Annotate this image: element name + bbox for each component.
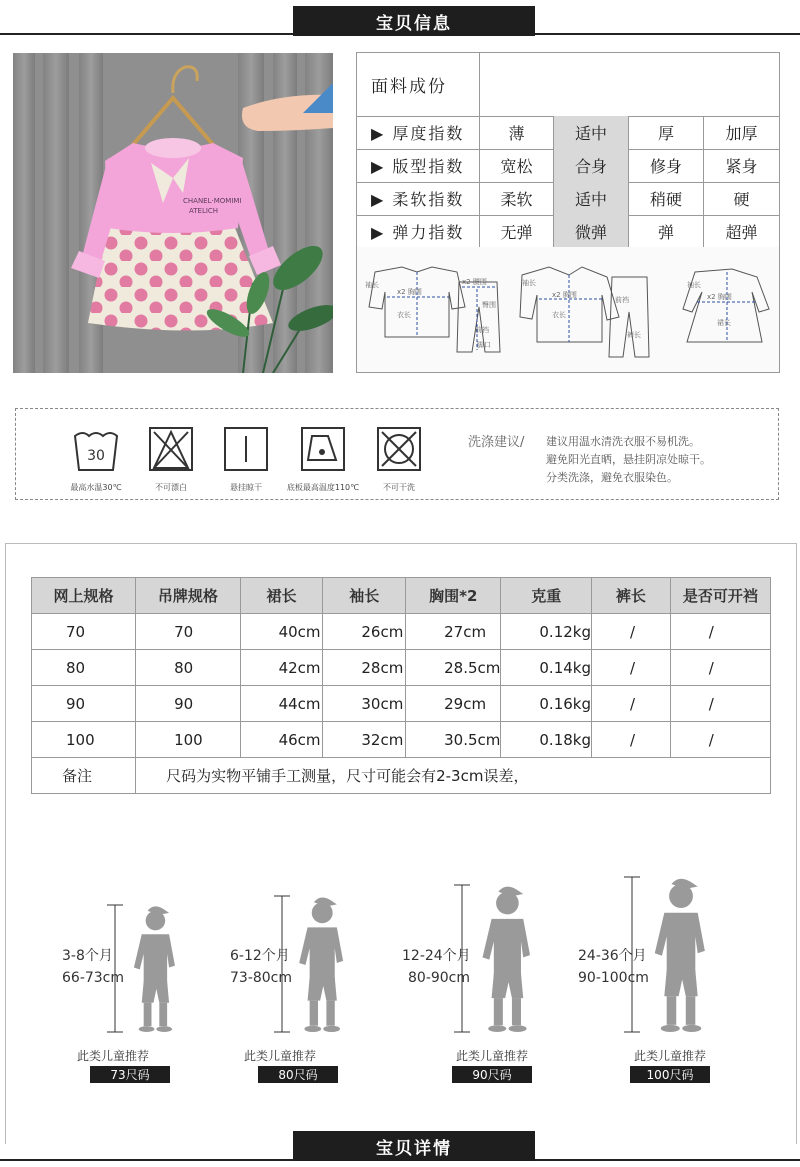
size-column-header: 裙长: [240, 578, 323, 614]
fabric-index-row: [357, 182, 779, 216]
size-cell: 40cm: [240, 614, 323, 650]
fabric-option: 合身: [554, 149, 629, 182]
measurement-diagrams: [356, 247, 780, 373]
product-photo: [13, 53, 333, 373]
size-cell: 28cm: [323, 650, 406, 686]
size-cell: /: [670, 614, 770, 650]
size-cell: 29cm: [406, 686, 501, 722]
fabric-option: 微弹: [554, 215, 629, 248]
size-cell: 30.5cm: [406, 722, 501, 758]
wash-caption: 不可漂白: [155, 483, 187, 492]
svg-text:衣长: 衣长: [397, 311, 411, 319]
size-cell: 30cm: [323, 686, 406, 722]
fabric-option: 宽松: [480, 149, 554, 182]
size-cell: 80: [32, 650, 136, 686]
age-range-label: 12-24个月: [402, 948, 471, 964]
iron-110-icon: [298, 424, 348, 474]
svg-text:袖长: 袖长: [522, 279, 536, 287]
fabric-option: 稍硬: [629, 182, 704, 215]
size-cell: /: [592, 686, 671, 722]
size-cell: /: [592, 722, 671, 758]
wash-advice-line: 分类洗涤，避免衣服染色。: [546, 471, 678, 484]
size-column-header: 裤长: [592, 578, 671, 614]
no-dry-clean-icon: [374, 424, 424, 474]
size-cell: 0.18kg: [501, 722, 592, 758]
size-table-header: [32, 578, 771, 614]
shirt-print-1: CHANEL·MOMIMI: [183, 197, 242, 205]
svg-text:前裆: 前裆: [615, 296, 629, 304]
svg-text:裙长: 裙长: [717, 319, 731, 327]
size-cell: /: [670, 722, 770, 758]
svg-text:衣长: 衣长: [552, 311, 566, 319]
table-row: [32, 722, 771, 758]
fabric-index-row: [357, 116, 779, 150]
svg-text:x2 胸围: x2 胸围: [707, 293, 732, 301]
wash-advice-title: 洗涤建议/: [468, 435, 525, 450]
table-row: [32, 650, 771, 686]
age-range-label: 6-12个月: [230, 948, 290, 964]
size-badge: 73尺码: [90, 1066, 170, 1083]
fabric-composition-label: 面料成份: [357, 53, 480, 116]
size-badge: 90尺码: [452, 1066, 532, 1083]
svg-text:脚口: 脚口: [477, 341, 491, 349]
fabric-option: 硬: [733, 190, 750, 209]
svg-text:30: 30: [87, 448, 105, 464]
size-cell: 0.16kg: [501, 686, 592, 722]
fabric-option: 适中: [554, 182, 629, 215]
size-cell: 32cm: [323, 722, 406, 758]
svg-text:袖长: 袖长: [687, 281, 701, 289]
size-cell: 90: [32, 686, 136, 722]
size-cell: 42cm: [240, 650, 323, 686]
size-cell: 70: [136, 614, 241, 650]
table-row: [32, 686, 771, 722]
remark-row: [32, 758, 771, 794]
svg-text:裤长: 裤长: [627, 331, 641, 339]
shirt-print-2: ATELICH: [189, 207, 219, 215]
size-cell: 80: [136, 650, 241, 686]
fabric-option: 无弹: [480, 215, 554, 248]
size-table: [31, 577, 771, 794]
fabric-option: 弹: [629, 215, 704, 248]
size-cell: 46cm: [240, 722, 323, 758]
no-bleach-icon: [146, 424, 196, 474]
child-silhouette: [107, 903, 197, 1034]
fabric-option: 超弹: [725, 223, 758, 242]
fabric-option: 厚: [629, 116, 704, 149]
size-badge: 80尺码: [258, 1066, 338, 1083]
size-cell: /: [670, 650, 770, 686]
size-cell: 100: [32, 722, 136, 758]
fabric-option: 适中: [554, 116, 629, 149]
fabric-index-label: ▶ 弹力指数: [357, 215, 480, 248]
svg-text:x2 腰围: x2 腰围: [462, 278, 487, 286]
size-column-header: 是否可开裆: [670, 578, 770, 614]
fabric-index-row: [357, 149, 779, 183]
size-cell: /: [670, 686, 770, 722]
wash-instructions: [15, 408, 779, 500]
section-header-details: 宝贝详情: [293, 1131, 535, 1161]
table-row: [32, 614, 771, 650]
wash-caption: 悬挂晾干: [230, 483, 262, 492]
size-cell: /: [592, 614, 671, 650]
fabric-option: 薄: [480, 116, 554, 149]
size-cell: 27cm: [406, 614, 501, 650]
size-cell: /: [592, 650, 671, 686]
size-cell: 100: [136, 722, 241, 758]
fabric-index-row: [357, 215, 779, 249]
recommend-label: 此类儿童推荐: [455, 1049, 528, 1063]
size-badge: 100尺码: [630, 1066, 710, 1083]
size-cell: 70: [32, 614, 136, 650]
fabric-composition-row: [357, 53, 779, 117]
height-range-label: 66-73cm: [62, 970, 125, 986]
recommend-label: 此类儿童推荐: [243, 1049, 316, 1063]
svg-text:x2 胸围: x2 胸围: [397, 288, 422, 296]
size-cell: 0.14kg: [501, 650, 592, 686]
svg-text:前裆: 前裆: [475, 326, 489, 334]
wash-caption: 最高水温30℃: [70, 483, 122, 492]
size-column-header: 克重: [501, 578, 592, 614]
hang-dry-icon: [221, 424, 271, 474]
size-column-header: 袖长: [323, 578, 406, 614]
height-range-label: 90-100cm: [578, 970, 649, 986]
wash-caption: 底板最高温度110℃: [286, 483, 360, 492]
wash-caption: 不可干洗: [383, 483, 415, 492]
fabric-option: 修身: [629, 149, 704, 182]
size-column-header: 网上规格: [32, 578, 136, 614]
wash-advice-line: 建议用温水清洗衣服不易机洗。: [546, 435, 700, 448]
svg-text:x2 胸围: x2 胸围: [552, 291, 577, 299]
fabric-option: 紧身: [725, 157, 758, 176]
section-header-info: 宝贝信息: [293, 6, 535, 36]
size-cell: 28.5cm: [406, 650, 501, 686]
age-range-label: 3-8个月: [62, 948, 113, 964]
remark-label: 备注: [32, 758, 136, 794]
fabric-index-label: ▶ 版型指数: [357, 149, 480, 182]
svg-text:臀围: 臀围: [482, 301, 496, 309]
fabric-option: 柔软: [480, 182, 554, 215]
remark-text: 尺码为实物平铺手工测量，尺寸可能会有2-3cm误差，: [136, 758, 771, 794]
height-range-label: 80-90cm: [408, 970, 471, 986]
age-range-label: 24-36个月: [578, 948, 647, 964]
fabric-option: 加厚: [725, 124, 758, 143]
recommend-label: 此类儿童推荐: [76, 1049, 149, 1063]
recommend-label: 此类儿童推荐: [633, 1049, 706, 1063]
size-cell: 0.12kg: [501, 614, 592, 650]
fabric-index-label: ▶ 柔软指数: [357, 182, 480, 215]
svg-text:袖长: 袖长: [365, 281, 379, 289]
fabric-index-label: ▶ 厚度指数: [357, 116, 480, 149]
size-column-header: 胸围*2: [406, 578, 501, 614]
fabric-composition-value: [480, 53, 779, 116]
height-range-label: 73-80cm: [230, 970, 293, 986]
size-cell: 90: [136, 686, 241, 722]
size-cell: 26cm: [323, 614, 406, 650]
size-column-header: 吊牌规格: [136, 578, 241, 614]
wash-30-icon: [71, 424, 121, 474]
fabric-index-table: [356, 52, 780, 249]
size-cell: 44cm: [240, 686, 323, 722]
wash-advice-line: 避免阳光直晒，悬挂阴凉处晾干。: [546, 453, 711, 466]
